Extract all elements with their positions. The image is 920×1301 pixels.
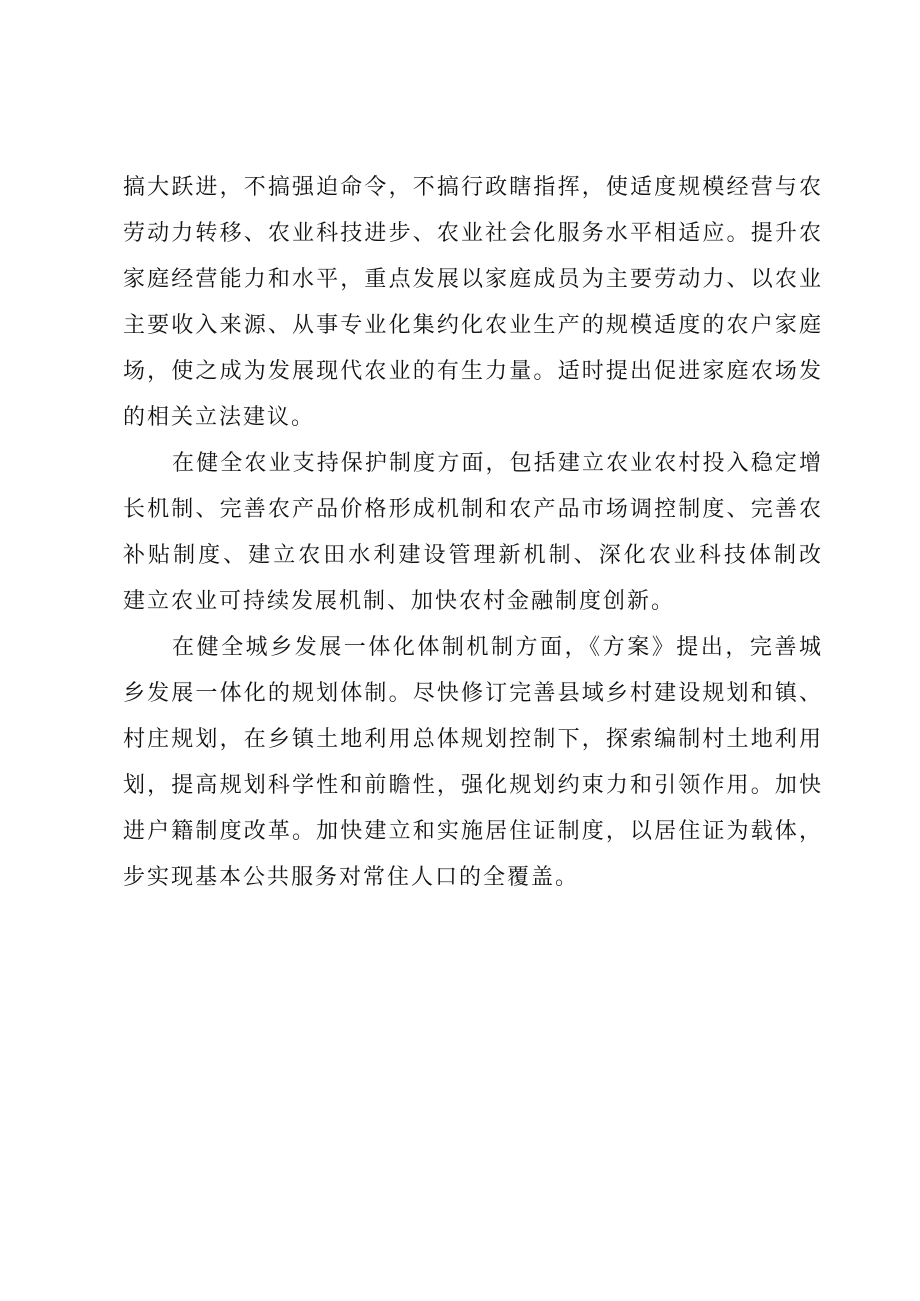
paragraph-1-line-3: 家庭经营能力和水平，重点发展以家庭成员为主要劳动力、以农业 bbox=[123, 267, 823, 292]
paragraph-2-line-4: 建立农业可持续发展机制、加快农村金融制度创新。 bbox=[123, 589, 676, 614]
paragraph-2-line-1: 在健全农业支持保护制度方面，包括建立农业农村投入稳定增 bbox=[172, 451, 823, 476]
paragraph-3-line-3: 村庄规划，在乡镇土地利用总体规划控制下，探索编制村土地利用 bbox=[123, 727, 823, 752]
paragraph-1-line-1: 搞大跃进，不搞强迫命令，不搞行政瞎指挥，使适度规模经营与农 bbox=[123, 175, 823, 200]
paragraph-2-line-2: 长机制、完善农产品价格形成机制和农产品市场调控制度、完善农 bbox=[123, 497, 823, 522]
paragraph-3-line-5: 进户籍制度改革。加快建立和实施居住证制度，以居住证为载体， bbox=[123, 819, 823, 844]
paragraph-1-line-6: 的相关立法建议。 bbox=[123, 405, 316, 430]
paragraph-1-line-4: 主要收入来源、从事专业化集约化农业生产的规模适度的农户家庭 bbox=[123, 313, 823, 338]
paragraph-3-line-4: 划，提高规划科学性和前瞻性，强化规划约束力和引领作用。加快 bbox=[123, 773, 823, 798]
paragraph-1-line-2: 劳动力转移、农业科技进步、农业社会化服务水平相适应。提升农 bbox=[123, 221, 823, 246]
paragraph-3-line-1: 在健全城乡发展一体化体制机制方面，《方案》提出，完善城 bbox=[172, 635, 823, 660]
paragraph-1-line-5: 场，使之成为发展现代农业的有生力量。适时提出促进家庭农场发 bbox=[123, 359, 823, 384]
paragraph-3-line-6: 步实现基本公共服务对常住人口的全覆盖。 bbox=[123, 865, 580, 890]
paragraph-3-line-2: 乡发展一体化的规划体制。尽快修订完善县域乡村建设规划和镇、 bbox=[123, 681, 823, 706]
paragraph-2-line-3: 补贴制度、建立农田水利建设管理新机制、深化农业科技体制改 bbox=[123, 543, 823, 568]
